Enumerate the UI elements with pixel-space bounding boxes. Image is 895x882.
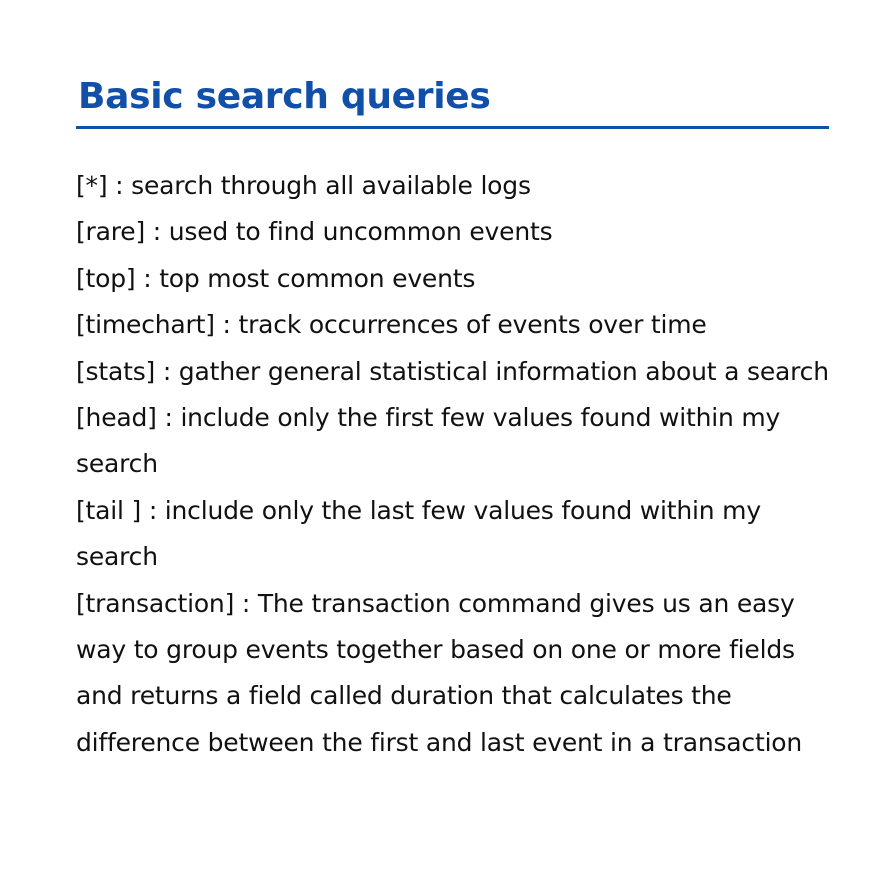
page-title: Basic search queries	[76, 70, 829, 129]
command-item-stats: [stats] : gather general statistical information about a search	[76, 356, 829, 386]
command-item-tail: [tail ] : include only the last few values found within my search	[76, 495, 761, 572]
command-item-rare: [rare] : used to find uncommon events	[76, 217, 553, 247]
document-page	[76, 70, 829, 766]
command-item-wildcard: [*] : search through all available logs	[76, 171, 531, 200]
command-list	[76, 163, 829, 766]
command-item-head: [head] : include only the first few values found within my search	[76, 403, 781, 479]
command-item-transaction: [transaction] : The transaction command gives us an easy way to group events together based on one or more fields and returns a field called duration that calculates the difference between the first and last event in a transaction	[76, 588, 803, 757]
command-item-timechart: [timechart] : track occurrences of events over time	[76, 310, 707, 340]
command-item-top: [top] : top most common events	[76, 263, 476, 293]
